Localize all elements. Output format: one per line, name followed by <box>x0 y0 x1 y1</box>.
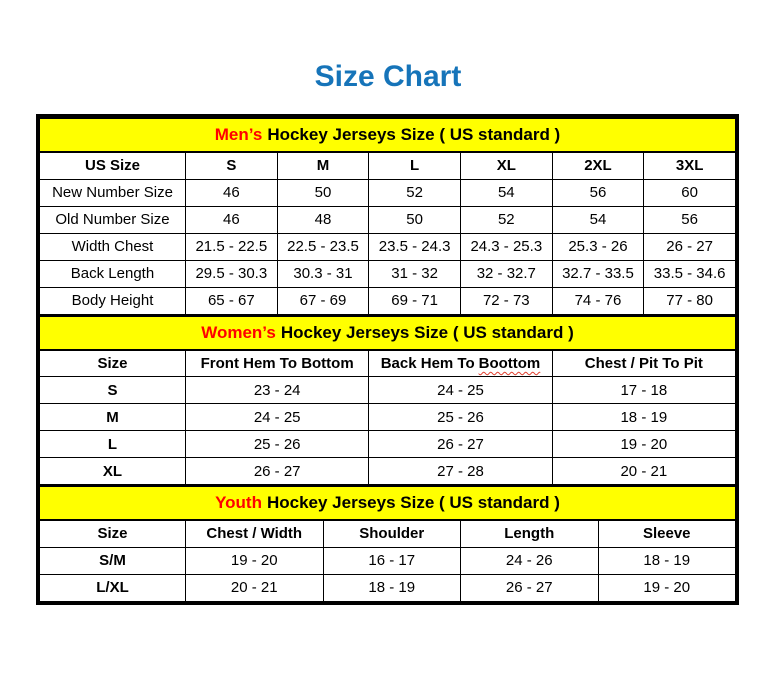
womens-section-band <box>40 316 736 350</box>
size-value-cell: 27 - 28 <box>369 458 552 485</box>
size-value-cell: 18 - 19 <box>598 547 736 574</box>
size-value-cell: 22.5 - 23.5 <box>277 233 369 260</box>
size-value-cell: 19 - 20 <box>552 431 735 458</box>
size-value-cell: 19 - 20 <box>186 547 324 574</box>
size-value-cell: 26 - 27 <box>186 458 369 485</box>
size-chart-container <box>36 114 739 605</box>
size-value-cell: 77 - 80 <box>644 287 736 314</box>
size-value-cell: 56 <box>552 179 644 206</box>
mens-col-header: S <box>186 152 278 179</box>
size-value-cell: 46 <box>186 206 278 233</box>
youth-header-row <box>40 520 736 547</box>
size-value-cell: 26 - 27 <box>644 233 736 260</box>
table-row <box>40 377 736 404</box>
row-label: New Number Size <box>40 179 186 206</box>
table-row <box>40 574 736 601</box>
row-label: L <box>40 431 186 458</box>
size-value-cell: 26 - 27 <box>461 574 599 601</box>
mens-header-row <box>40 152 736 179</box>
table-row <box>40 206 736 233</box>
size-value-cell: 52 <box>369 179 461 206</box>
table-row <box>40 287 736 314</box>
row-label: XL <box>40 458 186 485</box>
size-value-cell: 18 - 19 <box>323 574 461 601</box>
mens-size-table <box>39 117 736 315</box>
womens-col-header: Chest / Pit To Pit <box>552 350 735 377</box>
table-row <box>40 547 736 574</box>
mens-col-header: 3XL <box>644 152 736 179</box>
size-value-cell: 72 - 73 <box>460 287 552 314</box>
size-value-cell: 26 - 27 <box>369 431 552 458</box>
womens-size-table <box>39 315 736 486</box>
row-label: L/XL <box>40 574 186 601</box>
size-value-cell: 21.5 - 22.5 <box>186 233 278 260</box>
size-value-cell: 33.5 - 34.6 <box>644 260 736 287</box>
size-value-cell: 52 <box>460 206 552 233</box>
size-value-cell: 20 - 21 <box>552 458 735 485</box>
size-value-cell: 16 - 17 <box>323 547 461 574</box>
table-row <box>40 260 736 287</box>
size-value-cell: 50 <box>369 206 461 233</box>
size-value-cell: 65 - 67 <box>186 287 278 314</box>
mens-col-header: XL <box>460 152 552 179</box>
youth-band-row <box>40 486 736 520</box>
womens-band-highlight: Women’s <box>201 322 276 342</box>
table-row <box>40 431 736 458</box>
size-value-cell: 30.3 - 31 <box>277 260 369 287</box>
size-value-cell: 60 <box>644 179 736 206</box>
size-value-cell: 23 - 24 <box>186 377 369 404</box>
size-value-cell: 24.3 - 25.3 <box>460 233 552 260</box>
youth-col-header: Chest / Width <box>186 520 324 547</box>
row-label: Back Length <box>40 260 186 287</box>
size-value-cell: 24 - 25 <box>369 377 552 404</box>
youth-col-header: Size <box>40 520 186 547</box>
table-row <box>40 233 736 260</box>
size-value-cell: 46 <box>186 179 278 206</box>
row-label: Body Height <box>40 287 186 314</box>
youth-col-header: Length <box>461 520 599 547</box>
womens-header-row <box>40 350 736 377</box>
womens-band-title: Hockey Jerseys Size ( US standard ) <box>280 322 574 342</box>
row-label: S <box>40 377 186 404</box>
youth-band-title: Hockey Jerseys Size ( US standard ) <box>266 493 560 512</box>
mens-col-header: US Size <box>40 152 186 179</box>
mens-band-row <box>40 118 736 152</box>
womens-col-header: Front Hem To Bottom <box>186 350 369 377</box>
mens-section-band <box>40 118 736 152</box>
size-value-cell: 32.7 - 33.5 <box>552 260 644 287</box>
row-label: M <box>40 404 186 431</box>
size-value-cell: 24 - 26 <box>461 547 599 574</box>
womens-back-hem-typo: Boottom <box>478 354 541 372</box>
size-value-cell: 29.5 - 30.3 <box>186 260 278 287</box>
youth-size-table <box>39 485 736 602</box>
size-value-cell: 67 - 69 <box>277 287 369 314</box>
mens-col-header: M <box>277 152 369 179</box>
table-row <box>40 404 736 431</box>
size-value-cell: 25 - 26 <box>369 404 552 431</box>
size-value-cell: 31 - 32 <box>369 260 461 287</box>
size-value-cell: 74 - 76 <box>552 287 644 314</box>
table-row <box>40 458 736 485</box>
size-value-cell: 18 - 19 <box>552 404 735 431</box>
size-value-cell: 23.5 - 24.3 <box>369 233 461 260</box>
size-value-cell: 48 <box>277 206 369 233</box>
mens-col-header: 2XL <box>552 152 644 179</box>
youth-section-band <box>40 486 736 520</box>
womens-band-row <box>40 316 736 350</box>
womens-col-header: Size <box>40 350 186 377</box>
size-value-cell: 32 - 32.7 <box>460 260 552 287</box>
size-value-cell: 54 <box>552 206 644 233</box>
row-label: Old Number Size <box>40 206 186 233</box>
mens-band-highlight: Men’s <box>214 125 263 144</box>
page-title: Size Chart <box>314 60 462 93</box>
size-value-cell: 69 - 71 <box>369 287 461 314</box>
size-value-cell: 54 <box>460 179 552 206</box>
size-value-cell: 50 <box>277 179 369 206</box>
size-value-cell: 25.3 - 26 <box>552 233 644 260</box>
mens-band-title: Hockey Jerseys Size ( US standard ) <box>267 125 561 144</box>
womens-back-hem-label: Back Hem To <box>380 354 475 372</box>
mens-col-header: L <box>369 152 461 179</box>
row-label: S/M <box>40 547 186 574</box>
youth-band-highlight: Youth <box>215 493 262 512</box>
size-value-cell: 56 <box>644 206 736 233</box>
table-row <box>40 179 736 206</box>
youth-col-header: Shoulder <box>323 520 461 547</box>
size-value-cell: 19 - 20 <box>598 574 736 601</box>
size-value-cell: 17 - 18 <box>552 377 735 404</box>
youth-col-header: Sleeve <box>598 520 736 547</box>
row-label: Width Chest <box>40 233 186 260</box>
size-value-cell: 20 - 21 <box>186 574 324 601</box>
size-value-cell: 24 - 25 <box>186 404 369 431</box>
womens-col-header <box>369 350 552 377</box>
size-value-cell: 25 - 26 <box>186 431 369 458</box>
